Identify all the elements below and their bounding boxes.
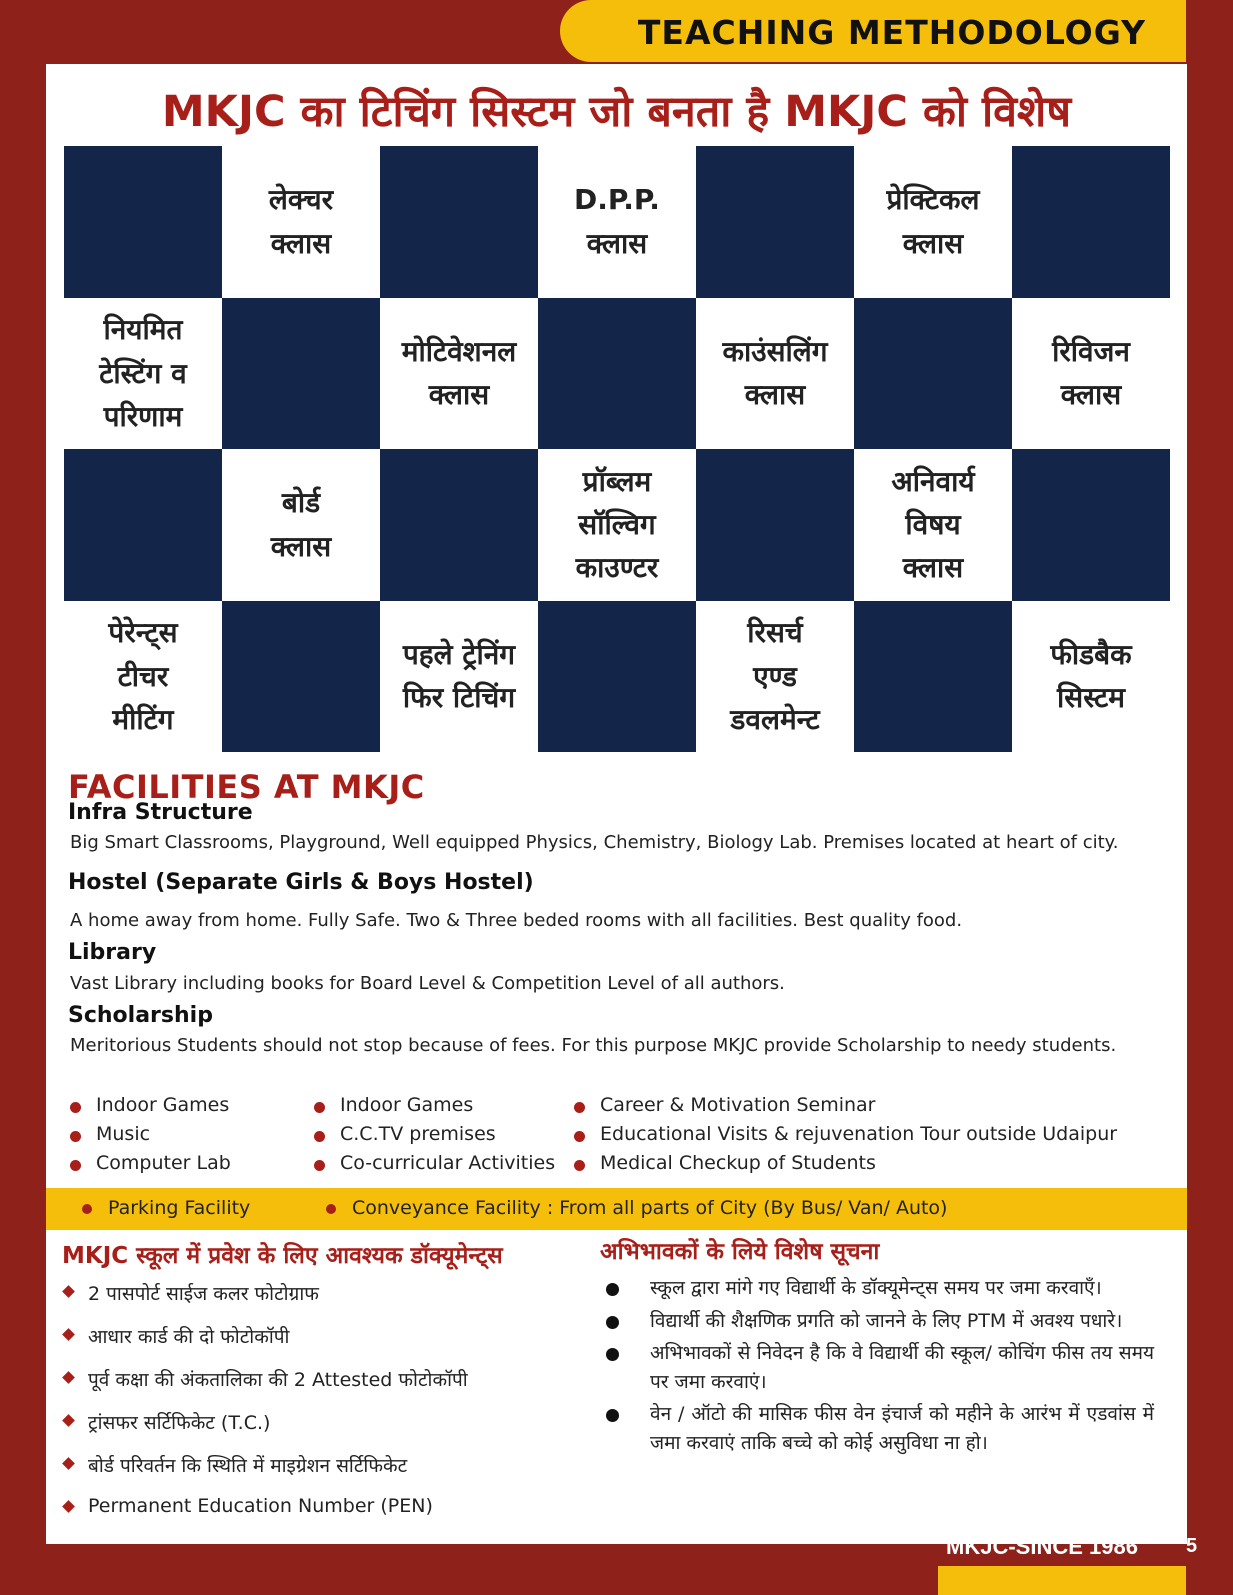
documents-list	[58, 1280, 598, 1538]
content-panel	[46, 64, 1187, 1544]
list-item: ट्रांसफर सर्टिफिकेट (T.C.)	[58, 1409, 598, 1452]
grid-cell-dark	[380, 146, 538, 298]
list-item: Computer Lab	[68, 1152, 231, 1181]
infra-heading: Infra Structure	[68, 800, 253, 825]
grid-cell-dark	[1012, 146, 1170, 298]
list-item: स्कूल द्वारा मांगे गए विद्यार्थी के डॉक्यूमेन्ट्स समय पर जमा करवाएँ।	[602, 1274, 1154, 1303]
list-item: Permanent Education Number (PEN)	[58, 1495, 598, 1538]
grid-cell-label: प्रॉब्लम सॉल्विग काउण्टर	[538, 449, 696, 601]
footer-bar	[938, 1566, 1186, 1595]
grid-cell-label: अनिवार्य विषय क्लास	[854, 449, 1012, 601]
grid-cell-label: D.P.P. क्लास	[538, 146, 696, 298]
list-item: अभिभावकों से निवेदन है कि वे विद्यार्थी की स्कूल/ कोचिंग फीस तय समय पर जमा करवाएं।	[602, 1339, 1154, 1396]
footer-text: MKJC-SINCE 1986	[946, 1534, 1138, 1559]
grid-cell-dark	[854, 298, 1012, 450]
list-item: Medical Checkup of Students	[572, 1152, 1117, 1181]
grid-cell-dark	[380, 449, 538, 601]
grid-cell-dark	[64, 449, 222, 601]
grid-cell-label: लेक्चर क्लास	[222, 146, 380, 298]
list-item: बोर्ड परिवर्तन कि स्थिति में माइग्रेशन सर्टिफिकेट	[58, 1452, 598, 1495]
list-item: पूर्व कक्षा की अंकतालिका की 2 Attested फोटोकॉपी	[58, 1366, 598, 1409]
library-text: Vast Library including books for Board Level & Competition Level of all authors.	[70, 973, 785, 994]
list-item: Career & Motivation Seminar	[572, 1094, 1117, 1123]
section-tab-title: TEACHING METHODOLOGY	[637, 13, 1146, 52]
grid-cell-label: प्रेक्टिकल क्लास	[854, 146, 1012, 298]
facilities-title: FACILITIES AT MKJC	[68, 768, 425, 806]
grid-cell-label: रिविजन क्लास	[1012, 298, 1170, 450]
facility-list-1	[68, 1094, 231, 1181]
scholarship-text: Meritorious Students should not stop because of fees. For this purpose MKJC provide Scholarship to needy students.	[70, 1035, 1117, 1056]
list-item: Indoor Games	[312, 1094, 555, 1123]
teaching-system-grid	[64, 146, 1170, 752]
list-item: Music	[68, 1123, 231, 1152]
documents-title: MKJC स्कूल में प्रवेश के लिए आवश्यक डॉक्यूमेन्ट्स	[62, 1243, 503, 1269]
page-title: MKJC का टिचिंग सिस्टम जो बनता है MKJC को विशेष	[161, 87, 1072, 137]
hostel-text: A home away from home. Fully Safe. Two & Three beded rooms with all facilities. Best quality food.	[70, 910, 963, 931]
scholarship-heading: Scholarship	[68, 1003, 213, 1028]
grid-cell-label: पहले ट्रेनिंग फिर टिचिंग	[380, 601, 538, 753]
facility-list-3	[572, 1094, 1117, 1181]
grid-cell-dark	[696, 449, 854, 601]
section-tab	[560, 0, 1186, 62]
grid-cell-label: पेरेन्ट्स टीचर मीटिंग	[64, 601, 222, 753]
grid-cell-label: मोटिवेशनल क्लास	[380, 298, 538, 450]
grid-cell-label: काउंसलिंग क्लास	[696, 298, 854, 450]
grid-cell-label: रिसर्च एण्ड डवलमेन्ट	[696, 601, 854, 753]
list-item: Parking Facility	[82, 1197, 250, 1219]
facility-list-2	[312, 1094, 555, 1181]
grid-cell-dark	[696, 146, 854, 298]
grid-cell-dark	[538, 601, 696, 753]
grid-cell-label: फीडबैक सिस्टम	[1012, 601, 1170, 753]
grid-cell-dark	[538, 298, 696, 450]
grid-cell-dark	[1012, 449, 1170, 601]
list-item: C.C.TV premises	[312, 1123, 555, 1152]
list-item: विद्यार्थी की शैक्षणिक प्रगति को जानने के लिए PTM में अवश्य पधारे।	[602, 1307, 1154, 1336]
grid-cell-dark	[854, 601, 1012, 753]
list-item: वेन / ऑटो की मासिक फीस वेन इंचार्ज को महीने के आरंभ में एडवांस में जमा करवाएं ताकि बच्चे को कोई असुविधा ना हो।	[602, 1400, 1154, 1457]
list-item: Co-curricular Activities	[312, 1152, 555, 1181]
list-item: Conveyance Facility : From all parts of City (By Bus/ Van/ Auto)	[326, 1197, 947, 1219]
page-number: 5	[1186, 1535, 1198, 1557]
notices-list	[602, 1274, 1154, 1461]
facility-band	[46, 1188, 1187, 1230]
list-item: Indoor Games	[68, 1094, 231, 1123]
grid-cell-label: नियमित टेस्टिंग व परिणाम	[64, 298, 222, 450]
grid-cell-dark	[222, 601, 380, 753]
grid-cell-dark	[64, 146, 222, 298]
list-item: आधार कार्ड की दो फोटोकॉपी	[58, 1323, 598, 1366]
library-heading: Library	[68, 940, 157, 965]
list-item: 2 पासपोर्ट साईज कलर फोटोग्राफ	[58, 1280, 598, 1323]
hostel-heading: Hostel (Separate Girls & Boys Hostel)	[68, 870, 534, 895]
grid-cell-label: बोर्ड क्लास	[222, 449, 380, 601]
list-item: Educational Visits & rejuvenation Tour outside Udaipur	[572, 1123, 1117, 1152]
grid-cell-dark	[222, 298, 380, 450]
notices-title: अभिभावकों के लिये विशेष सूचना	[600, 1239, 880, 1265]
infra-text: Big Smart Classrooms, Playground, Well equipped Physics, Chemistry, Biology Lab. Premises located at heart of city.	[70, 832, 1119, 853]
